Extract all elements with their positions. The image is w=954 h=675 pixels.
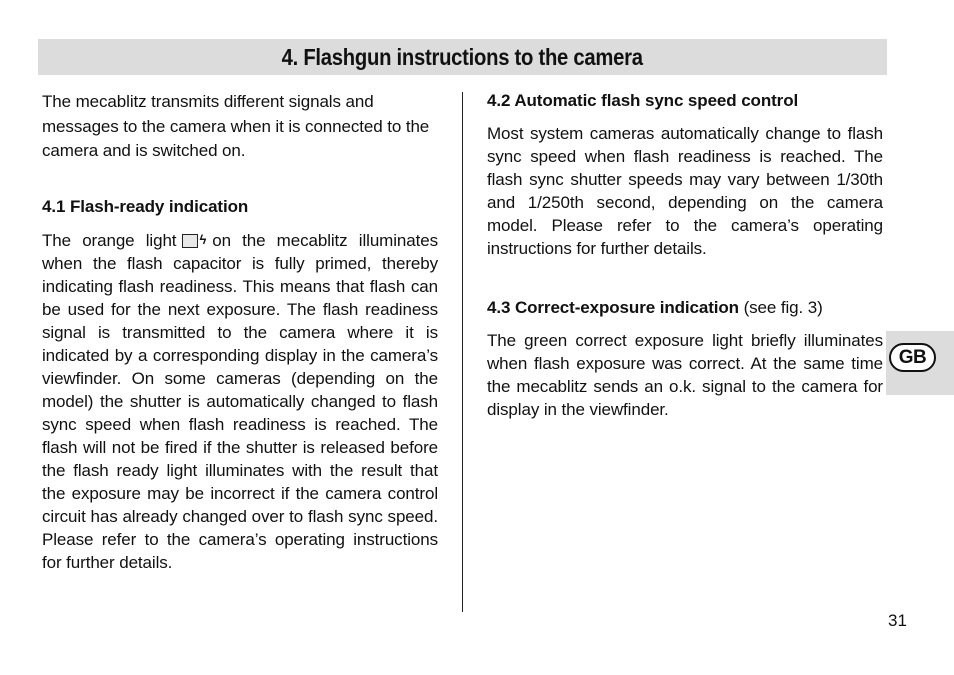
intro-paragraph: The mecablitz transmits different signals and messages to the camera when it is connected to the camera and is switched on. xyxy=(42,92,430,160)
spacer xyxy=(487,260,883,296)
spacer xyxy=(42,164,438,195)
lightning-icon: ϟ xyxy=(199,231,207,247)
section-4-2-heading: 4.2 Automatic flash sync speed control xyxy=(487,91,799,110)
section-4-3-heading xyxy=(487,296,883,319)
right-column xyxy=(487,89,883,421)
section-4-1-heading: 4.1 Flash-ready indication xyxy=(42,196,249,216)
spacer xyxy=(487,112,883,122)
section-4-1-text-end: on the mecablitz illuminates when the flash capacitor is fully primed, thereby indicating flash readiness. This means that flash can be used for the next exposure. The flash readiness signal is transmitted to the camera where it is indicated by a corresponding display in the camera’s viewfinder. On some cameras (depending on the model) the shutter is automatically changed to flash sync speed when flash readiness is reached. The flash will not be fired if the shutter is released before the flash ready light illuminates with the result that the exposure may be incorrect if the camera control circuit has already changed over to flash sync speed. Please refer to the camera’s operating instructions for further details. xyxy=(42,230,438,572)
language-badge: GB xyxy=(889,343,936,372)
section-4-2-text: Most system cameras automatically change to flash sync speed when flash readiness is reached. The flash sync shutter speeds may vary between 1/30th and 1/250th second, depending on the camera model. Please refer to the camera’s operating instructions for further details. xyxy=(487,124,883,258)
section-4-1-text xyxy=(42,228,438,574)
section-4-1-text-start: The orange light xyxy=(42,230,177,250)
column-divider xyxy=(462,92,463,612)
page-title: 4. Flashgun instructions to the camera xyxy=(281,43,644,70)
spacer xyxy=(42,218,438,228)
title-bar xyxy=(38,39,887,75)
flash-ready-icon xyxy=(182,234,198,248)
page-number: 31 xyxy=(888,611,907,630)
section-4-3-heading-note: (see fig. 3) xyxy=(743,298,823,317)
spacer xyxy=(487,319,883,329)
language-tab xyxy=(886,331,954,395)
section-4-3-heading-title: 4.3 Correct-exposure indication xyxy=(487,298,739,317)
section-4-3-text: The green correct exposure light briefly illuminates when flash exposure was correct. At the same time the mecablitz sends an o.k. signal to the camera for display in the viewfinder. xyxy=(487,331,883,419)
left-column xyxy=(42,90,438,574)
